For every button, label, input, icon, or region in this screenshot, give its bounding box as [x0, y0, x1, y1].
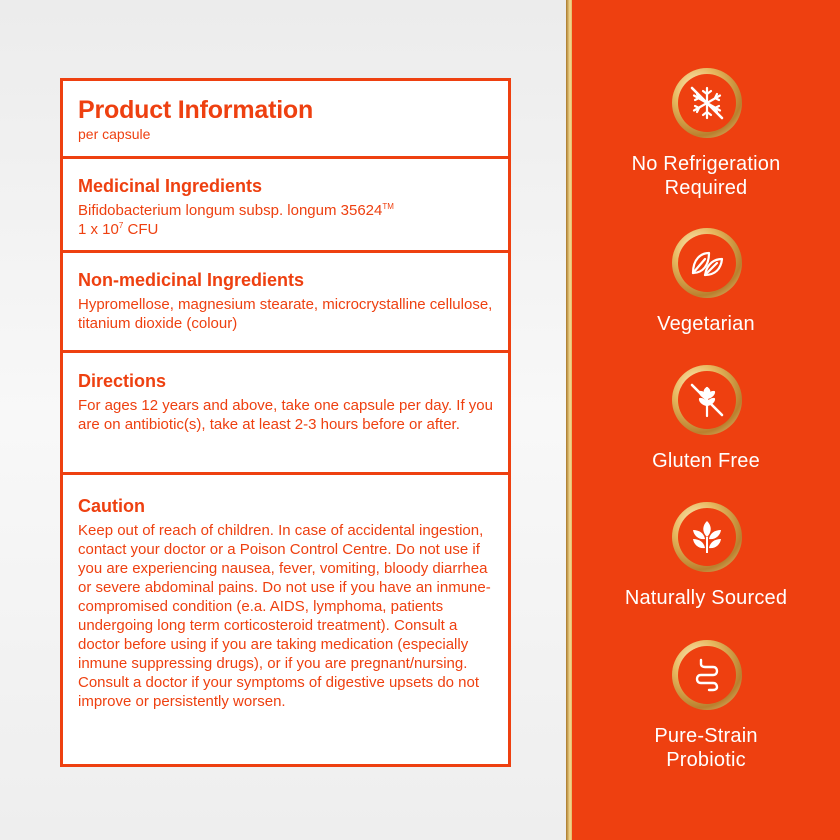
badge-label	[572, 312, 840, 336]
badge-label	[572, 586, 840, 610]
non-medicinal-ingredients-section	[63, 253, 508, 353]
nonmedicinal-heading: Non-medicinal Ingredients	[78, 270, 305, 290]
badge-label	[572, 724, 840, 772]
medicinal-text	[78, 201, 494, 239]
trademark-mark: TM	[382, 202, 394, 211]
cfu-exponent: 7	[118, 221, 124, 230]
badge-label	[572, 152, 840, 200]
badge-label-line2: Probiotic	[666, 749, 746, 771]
no-snowflake-icon	[672, 68, 742, 138]
cfu-prefix: 1 x 10	[78, 221, 119, 238]
directions-heading: Directions	[78, 371, 167, 391]
medicinal-heading: Medicinal Ingredients	[78, 176, 263, 196]
leaves-icon	[672, 228, 742, 298]
panel-subtitle: per capsule	[78, 126, 151, 142]
directions-section	[63, 353, 508, 475]
caution-heading: Caution	[78, 496, 145, 516]
badge-gluten-free	[572, 365, 840, 475]
badge-vegetarian	[572, 228, 840, 338]
cfu-suffix: CFU	[123, 221, 159, 238]
badge-label-line2: Required	[664, 177, 748, 199]
plant-sprout-icon	[672, 502, 742, 572]
medicinal-ingredients-section	[63, 159, 508, 253]
badge-naturally-sourced	[572, 502, 840, 612]
intestine-icon	[672, 640, 742, 710]
product-information-panel	[60, 78, 511, 767]
no-wheat-icon	[672, 365, 742, 435]
strain-name: Bifidobacterium longum subsp. longum 35624	[78, 202, 383, 219]
directions-text: For ages 12 years and above, take one capsule per day. If you are on antibiotic(s), take at least 2-3 hours before or after.	[78, 397, 493, 433]
badge-label-line1: Gluten Free	[652, 450, 760, 472]
caution-text: Keep out of reach of children. In case of accidental ingestion, contact your doctor or a Poison Control Centre. Do not use if you are experiencing nausea, fever, vomiting, bloody diarrhea or severe abdominal pains. Do not use if you have an inmune-compromised condition (e.a. AIDS, lymphoma, patients undergoing long term corticosteroid treatment). Consult a doctor before using if you are taking medication (especially inmune suppressing drugs), or if you are pregnant/nursing. Consult a doctor if your symptoms of digestive upsets do not improve or persistently worsen.	[78, 522, 491, 710]
badge-no-refrigeration	[572, 68, 840, 208]
badge-pure-strain-probiotic	[572, 640, 840, 780]
badge-label	[572, 449, 840, 473]
badge-label-line1: No Refrigeration	[631, 153, 781, 175]
badge-label-line1: Vegetarian	[657, 313, 755, 335]
nonmedicinal-text: Hypromellose, magnesium stearate, microcrystalline cellulose, titanium dioxide (colour)	[78, 296, 493, 332]
badge-label-line1: Naturally Sourced	[624, 587, 788, 609]
header-section	[63, 81, 508, 159]
panel-title: Product Information	[78, 96, 314, 124]
badge-label-line1: Pure-Strain	[654, 725, 758, 747]
caution-section	[63, 475, 508, 764]
